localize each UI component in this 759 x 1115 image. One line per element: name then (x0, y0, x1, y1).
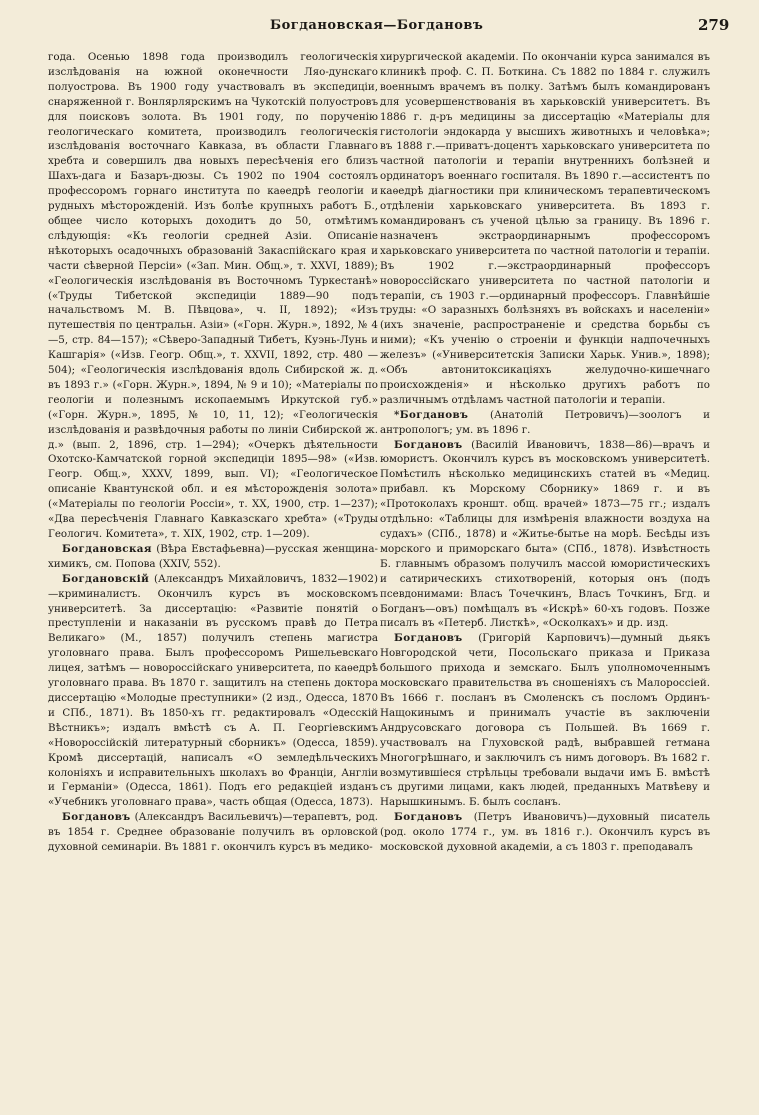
entry (48, 542, 378, 572)
headword: Богдановская (62, 542, 152, 555)
headword: Богдановъ (394, 811, 463, 824)
entry (380, 438, 710, 632)
headword: Богдановъ (62, 811, 131, 824)
entry (380, 408, 710, 438)
headword: Богдановъ (394, 438, 463, 451)
entry-text: (Петръ Ивановичъ)—духовный писатель (род. около 1774 г., ум. въ 1816 г.). Окончилъ курсъ въ московской духовной академіи, а съ 1803 г. преподавалъ (380, 811, 710, 854)
entry (48, 572, 378, 811)
entry-text: (Александръ Васильевичъ)—терапевтъ, род. въ 1854 г. Среднее образованіе получилъ въ орловской духовной семинаріи. Въ 1881 г. окончилъ курсъ въ медико- (48, 811, 378, 854)
entry-text: года. Осенью 1898 года производилъ геологическія изслѣдованія на южной оконечности Ляо-дунскаго полуострова. Въ 1900 году участвовалъ въ экспедиціи, снаряженной г. Вонлярлярскимъ на Чукотскій полуостровъ для поисковъ золота. Въ 1901 году, по порученію геологическаго комитета, производилъ геологическія изслѣдованія восточнаго Кавказа, въ области Главнаго хребта и совершилъ два новыхъ пересѣченія его близъ Шахъ-дага и Базаръ-дюзы. Съ 1902 по 1904 состоялъ профессоромъ горнаго института по каѳедрѣ геологіи и рудныхъ мѣсторожденій. Изъ болѣе крупныхъ работъ Б., общее число которыхъ доходитъ до 50, отмѣтимъ слѣдующія: «Къ геологіи средней Азіи. Описаніе нѣкоторыхъ осадочныхъ образованій Закаспійскаго края и части сѣверной Персіи» («Зап. Мин. Общ.», т. XXVI, 1889); «Геологическія изслѣдованія въ Восточномъ Туркестанѣ» («Труды Тибетской экспедиціи 1889—90 подъ начальствомъ М. В. Пѣвцова», ч. II, 1892); «Изъ путешествія по центральн. Азіи» («Горн. Журн.», 1892, № 4—5, стр. 84—157); «Сѣверо-Западный Тибетъ, Куэнь-Лунь и Кашгарія» («Изв. Геогр. Общ.», т. XXVII, 1892, стр. 480 — 504); «Геологическія изслѣдованія вдоль Сибирской ж. д. въ 1893 г.» («Горн. Журн.», 1894, № 9 и 10); «Матеріалы по геологіи и полезнымъ ископаемымъ Иркутской губ.» («Горн. Журн.», 1895, № 10, 11, 12); «Геологическія изслѣдованія и развѣдочныя работы по линіи Сибирской ж. д.» (вып. 2, 1896, стр. 1—294); «Очеркъ дѣятельности Охотско-Камчатской горной экспедиціи 1895—98» («Изв. Геогр. Общ.», XXXV, 1899, вып. VI); «Геологическое описаніе Квантунской обл. и ея мѣсторожденія золота» («Матеріалы по геологіи Россіи», т. XX, 1900, стр. 1—237); «Два пересѣченія Главнаго Кавказскаго хребта» («Труды Геологич. Комитета», т. XIX, 1902, стр. 1—209). (48, 51, 378, 540)
running-head: Богдановская—Богдановъ (270, 18, 484, 33)
page-number: 279 (698, 16, 730, 34)
entry-text: (Василій Ивановичъ, 1838—86)—врачъ и юмористъ. Окончилъ курсъ въ московскомъ университетѣ. Помѣстилъ нѣсколько медицинскихъ статей въ «Медиц. прибавл. къ Морскому Сборнику» 1869 г. и въ «Протоколахъ кроншт. общ. врачей» 1873—75 гг.; издалъ отдѣльно: «Таблицы для измѣренія влажности воздуха на судахъ» (СПб., 1878) и «Житье-бытье на морѣ. Бесѣды изъ морского и приморскаго быта» (СПб., 1878). Извѣстность Б. главнымъ образомъ получилъ массой юмористическихъ и сатирическихъ стихотвореній, которыя онъ (подъ псевдонимами: Власъ Точечкинъ, Власъ Точкинъ, Бгд. и Богданъ—овъ) помѣщалъ въ «Искрѣ» 60-хъ годовъ. Позже писалъ въ «Петерб. Листкѣ», «Осколкахъ» и др. изд. (380, 438, 710, 630)
entry-text: (Александръ Михайловичъ, 1832—1902)—криминалистъ. Окончилъ курсъ въ московскомъ университетѣ. За диссертацію: «Развитіе понятій о преступленіи и наказаніи въ русскомъ правѣ до Петра Великаго» (М., 1857) получилъ степень магистра уголовнаго права. Былъ профессоромъ Ришельевскаго лицея, затѣмъ — новороссійскаго университета, по каѳедрѣ уголовнаго права. Въ 1870 г. защитилъ на степень доктора диссертацію «Молодые преступники» (2 изд., Одесса, 1870 и СПб., 1871). Въ 1850-хъ гг. редактировалъ «Одесскій Вѣстникъ»; издалъ вмѣстѣ съ А. П. Георгіевскимъ «Новороссійскій литературный сборникъ» (Одесса, 1859). Кромѣ диссертацій, написалъ «О земледѣльческихъ колоніяхъ и исправительныхъ школахъ во Франціи, Англіи и Германіи» (Одесса, 1861). Подъ его редакціей изданъ «Учебникъ уголовнаго права», часть общая (Одесса, 1873). (48, 572, 378, 809)
entry (48, 810, 378, 855)
entry-text: (Вѣра Евстафьевна)—русская женщина-химикъ, см. Попова (XXIV, 552). (48, 542, 378, 570)
entry-text: (Григорій Карповичъ)—думный дьякъ Новгородской чети, Посольскаго приказа и Приказа большого прихода и земскаго. Былъ уполномоченнымъ московскаго правительства въ сношеніяхъ съ Малороссіей. Въ 1666 г. посланъ въ Смоленскъ съ посломъ Ординъ-Нащокинымъ и принималъ участіе въ заключеніи Андрусовскаго договора съ Польшей. Въ 1669 г. участвовалъ на Глуховской радѣ, выбравшей гетмана Многогрѣшнаго, и заключилъ съ нимъ договоръ. Въ 1682 г. возмутившіеся стрѣльцы требовали выдачи имъ Б. вмѣстѣ съ другими лицами, какъ людей, преданныхъ Матвѣеву и Нарышкинымъ. Б. былъ сосланъ. (380, 632, 710, 809)
right-column (380, 50, 710, 1105)
headword: Богдановскій (62, 572, 150, 585)
entry-text: хирургической академіи. По окончаніи курса занимался въ клиникѣ проф. С. П. Боткина. Съ 1882 по 1884 г. служилъ военнымъ врачемъ въ полку. Затѣмъ былъ командированъ для усовершенствованія въ харьковскій университетъ. Въ 1886 г. д-ръ медицины за диссертацію «Матеріалы для гистологіи эндокарда у высшихъ животныхъ и человѣка»; въ 1888 г.—приватъ-доцентъ харьковскаго университета по частной патологіи и терапіи внутреннихъ болѣзней и ординаторъ военнаго госпиталя. Въ 1890 г.—ассистентъ по каѳедрѣ діагностики при клиническомъ терапевтическомъ отдѣленіи харьковскаго университета. Въ 1893 г. командированъ съ ученой цѣлью за границу. Въ 1896 г. назначенъ экстраординарнымъ профессоромъ харьковскаго университета по частной патологіи и терапіи. Въ 1902 г.—экстраординарный профессоръ новороссійскаго университета по частной патологіи и терапіи, съ 1903 г.—ординарный профессоръ. Главнѣйшіе труды: «О заразныхъ болѣзняхъ въ войскахъ и населеніи» (ихъ значеніе, распространеніе и средства борьбы съ ними); «Къ ученію о строеніи и функціи надпочечныхъ железъ» («Университетскія Записки Харьк. Унив.», 1898); «Объ автонитоксикаціяхъ желудочно-кишечнаго происхожденія» и нѣсколько другихъ работъ по различнымъ отдѣламъ частной патологіи и терапіи. (380, 51, 710, 406)
headword: *Богдановъ (394, 408, 469, 421)
entry (48, 50, 378, 542)
entry (380, 810, 710, 855)
entry-text: (Анатолій Петровичъ)—зоологъ и антропологъ; ум. въ 1896 г. (380, 408, 710, 436)
entry (380, 631, 710, 810)
entry (380, 50, 710, 408)
headword: Богдановъ (394, 632, 463, 645)
left-column (48, 50, 378, 1105)
